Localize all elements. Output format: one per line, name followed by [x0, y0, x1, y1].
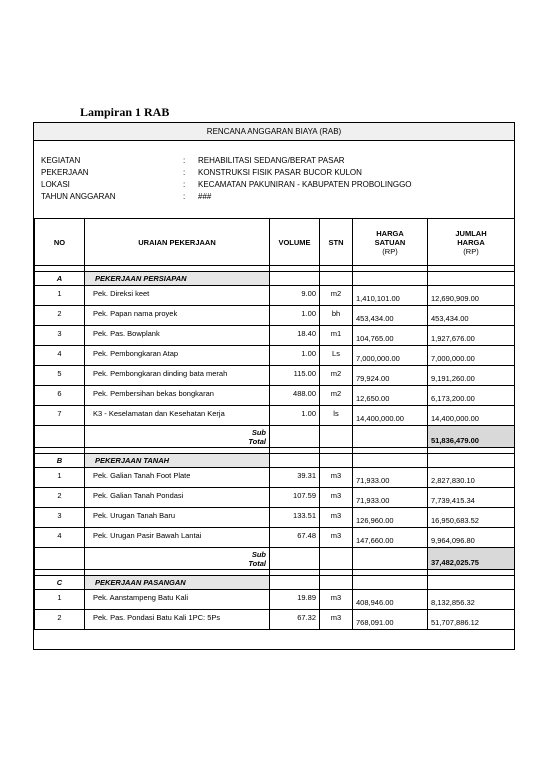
subtotal-value: 51,836,479.00 [428, 426, 515, 448]
table-row [35, 286, 515, 306]
info-row-kegiatan [41, 155, 412, 167]
col-uraian-header: URAIAN PEKERJAAN [85, 219, 270, 266]
empty-cell [35, 426, 85, 448]
info-row-tahun [41, 191, 412, 203]
item-description: Pek. Urugan Tanah Baru [85, 508, 270, 528]
table-row [35, 386, 515, 406]
info-sep: : [183, 180, 186, 189]
item-total-price: 14,400,000.00 [428, 406, 515, 426]
item-no: 1 [35, 590, 85, 610]
item-volume: 488.00 [270, 386, 320, 406]
item-unit: m3 [320, 610, 353, 630]
item-total-price: 7,000,000.00 [428, 346, 515, 366]
table-row [35, 468, 515, 488]
empty-cell [320, 426, 353, 448]
item-volume: 115.00 [270, 366, 320, 386]
table-row [35, 306, 515, 326]
empty-cell [353, 272, 428, 286]
item-total-price: 9,191,260.00 [428, 366, 515, 386]
item-total-price: 9,964,096.80 [428, 528, 515, 548]
item-unit-price: 12,650.00 [353, 386, 428, 406]
empty-cell [270, 426, 320, 448]
subtotal-label-line: Sub [251, 427, 266, 437]
empty-cell [428, 576, 515, 590]
header-line: (RP) [382, 246, 398, 256]
col-harga-satuan-header [353, 219, 428, 266]
table-row [35, 346, 515, 366]
item-unit: m2 [320, 286, 353, 306]
item-description: Pek. Pas. Pondasi Batu Kali 1PC: 5Ps [85, 610, 270, 630]
table-row [35, 508, 515, 528]
col-stn-header: STN [320, 219, 353, 266]
item-no: 6 [35, 386, 85, 406]
info-sep: : [183, 192, 186, 201]
item-no: 4 [35, 528, 85, 548]
item-unit: m1 [320, 326, 353, 346]
info-key: LOKASI [41, 180, 70, 189]
info-sep: : [183, 156, 186, 165]
table-row [35, 488, 515, 508]
item-volume: 18.40 [270, 326, 320, 346]
rab-frame [33, 122, 515, 650]
header-line: JUMLAH [455, 228, 487, 238]
item-unit: ls [320, 406, 353, 426]
item-no: 2 [35, 610, 85, 630]
info-value: KONSTRUKSI FISIK PASAR BUCOR KULON [198, 168, 362, 177]
subtotal-value: 37,482,025.75 [428, 548, 515, 570]
item-volume: 67.32 [270, 610, 320, 630]
item-no: 3 [35, 326, 85, 346]
item-total-price: 7,739,415.34 [428, 488, 515, 508]
item-volume: 39.31 [270, 468, 320, 488]
item-unit: m3 [320, 488, 353, 508]
table-row [35, 590, 515, 610]
item-unit-price: 768,091.00 [353, 610, 428, 630]
item-total-price: 1,927,676.00 [428, 326, 515, 346]
item-unit-price: 126,960.00 [353, 508, 428, 528]
item-unit: m2 [320, 386, 353, 406]
subtotal-label [85, 426, 270, 448]
header-line: (RP) [463, 246, 479, 256]
item-total-price: 51,707,886.12 [428, 610, 515, 630]
table-row [35, 326, 515, 346]
empty-cell [320, 272, 353, 286]
item-unit-price: 14,400,000.00 [353, 406, 428, 426]
rab-table [34, 218, 515, 630]
item-total-price: 6,173,200.00 [428, 386, 515, 406]
page-heading: Lampiran 1 RAB [80, 105, 170, 119]
item-unit-price: 408,946.00 [353, 590, 428, 610]
subtotal-label [85, 548, 270, 570]
table-row [35, 366, 515, 386]
empty-cell [270, 272, 320, 286]
item-no: 2 [35, 488, 85, 508]
item-unit-price: 104,765.00 [353, 326, 428, 346]
section-title: PEKERJAAN TANAH [85, 454, 270, 468]
subtotal-label-line: Total [248, 436, 266, 446]
item-description: Pek. Papan nama proyek [85, 306, 270, 326]
table-header [35, 219, 515, 266]
item-unit: bh [320, 306, 353, 326]
item-unit-price: 71,933.00 [353, 468, 428, 488]
item-unit: m3 [320, 468, 353, 488]
item-volume: 1.00 [270, 306, 320, 326]
item-description: Pek. Pembongkaran dinding bata merah [85, 366, 270, 386]
item-total-price: 12,690,909.00 [428, 286, 515, 306]
info-key: KEGIATAN [41, 156, 81, 165]
table-row [35, 406, 515, 426]
empty-cell [353, 548, 428, 570]
item-description: K3 - Keselamatan dan Kesehatan Kerja [85, 406, 270, 426]
empty-cell [428, 454, 515, 468]
item-unit-price: 147,660.00 [353, 528, 428, 548]
subtotal-label-line: Sub [251, 549, 266, 559]
item-description: Pek. Direksi keet [85, 286, 270, 306]
header-line: HARGA [376, 228, 404, 238]
item-description: Pek. Pas. Bowplank [85, 326, 270, 346]
item-no: 1 [35, 286, 85, 306]
info-row-pekerjaan [41, 167, 412, 179]
col-jumlah-header [428, 219, 515, 266]
section-row [35, 454, 515, 468]
info-key: TAHUN ANGGARAN [41, 192, 116, 201]
empty-cell [270, 576, 320, 590]
item-no: 1 [35, 468, 85, 488]
info-sep: : [183, 168, 186, 177]
header-line: HARGA [457, 237, 485, 247]
item-volume: 67.48 [270, 528, 320, 548]
rab-title: RENCANA ANGGARAN BIAYA (RAB) [34, 123, 514, 141]
item-total-price: 16,950,683.52 [428, 508, 515, 528]
item-total-price: 8,132,856.32 [428, 590, 515, 610]
empty-cell [320, 576, 353, 590]
empty-cell [320, 454, 353, 468]
section-code: C [35, 576, 85, 590]
project-info [41, 155, 412, 203]
item-volume: 1.00 [270, 346, 320, 366]
item-volume: 9.00 [270, 286, 320, 306]
empty-cell [353, 426, 428, 448]
item-unit-price: 1,410,101.00 [353, 286, 428, 306]
info-value: REHABILITASI SEDANG/BERAT PASAR [198, 156, 345, 165]
item-total-price: 453,434.00 [428, 306, 515, 326]
item-unit: Ls [320, 346, 353, 366]
item-description: Pek. Galian Tanah Pondasi [85, 488, 270, 508]
item-no: 4 [35, 346, 85, 366]
subtotal-row [35, 426, 515, 448]
item-unit: m3 [320, 590, 353, 610]
item-description: Pek. Pembongkaran Atap [85, 346, 270, 366]
empty-cell [270, 454, 320, 468]
empty-cell [428, 272, 515, 286]
item-volume: 19.89 [270, 590, 320, 610]
info-row-lokasi [41, 179, 412, 191]
item-unit: m2 [320, 366, 353, 386]
item-volume: 1.00 [270, 406, 320, 426]
subtotal-label-line: Total [248, 558, 266, 568]
table-row [35, 528, 515, 548]
info-value: KECAMATAN PAKUNIRAN - KABUPATEN PROBOLINGGO [198, 180, 412, 189]
item-unit-price: 453,434.00 [353, 306, 428, 326]
item-volume: 133.51 [270, 508, 320, 528]
item-unit: m3 [320, 508, 353, 528]
item-no: 2 [35, 306, 85, 326]
col-volume-header: VOLUME [270, 219, 320, 266]
info-key: PEKERJAAN [41, 168, 89, 177]
item-description: Pek. Galian Tanah Foot Plate [85, 468, 270, 488]
item-no: 5 [35, 366, 85, 386]
item-unit: m3 [320, 528, 353, 548]
item-unit-price: 79,924.00 [353, 366, 428, 386]
col-no-header: NO [35, 219, 85, 266]
header-line: SATUAN [374, 237, 406, 247]
section-title: PEKERJAAN PASANGAN [85, 576, 270, 590]
item-total-price: 2,827,830.10 [428, 468, 515, 488]
empty-cell [320, 548, 353, 570]
section-code: B [35, 454, 85, 468]
section-row [35, 272, 515, 286]
item-no: 3 [35, 508, 85, 528]
item-description: Pek. Urugan Pasir Bawah Lantai [85, 528, 270, 548]
empty-cell [353, 576, 428, 590]
item-volume: 107.59 [270, 488, 320, 508]
subtotal-row [35, 548, 515, 570]
item-description: Pek. Aanstampeng Batu Kali [85, 590, 270, 610]
item-no: 7 [35, 406, 85, 426]
section-code: A [35, 272, 85, 286]
item-description: Pek. Pembersihan bekas bongkaran [85, 386, 270, 406]
empty-cell [353, 454, 428, 468]
section-title: PEKERJAAN PERSIAPAN [85, 272, 270, 286]
empty-cell [270, 548, 320, 570]
item-unit-price: 71,933.00 [353, 488, 428, 508]
empty-cell [35, 548, 85, 570]
table-row [35, 610, 515, 630]
item-unit-price: 7,000,000.00 [353, 346, 428, 366]
info-value: ### [198, 192, 212, 201]
section-row [35, 576, 515, 590]
